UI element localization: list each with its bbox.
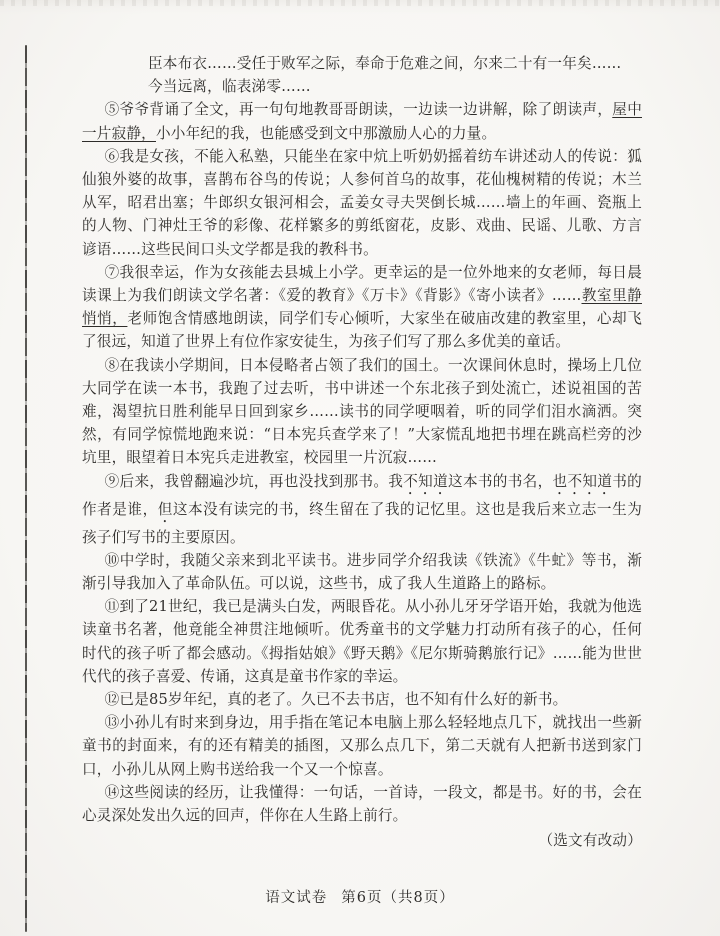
quote-block — [82, 52, 642, 98]
paragraph: ⑧在我读小学期间，日本侵略者占领了我们的国土。一次课间休息时，操场上几位大同学在读一本书，我跑了过去听，书中讲述一个东北孩子到处流亡，述说祖国的苦难，渴望抗日胜利能早日回到家乡……读书的同学哽咽着，听的同学们泪水滴洒。突然，有同学惊慌地跑来说：“日本宪兵查学来了！”大家慌乱地把书埋在跳高栏旁的沙坑里，眼望着日本宪兵走进教室，校园里一片沉寂…… — [82, 356, 642, 467]
doc-title: 语文试卷 — [265, 890, 328, 906]
emphasized-word: 也不知道 — [552, 472, 613, 490]
source-note: （选文有改动） — [538, 832, 642, 850]
underlined-phrase: 教室里静悄悄， — [82, 287, 642, 328]
scan-fold-line — [25, 45, 27, 932]
underlined-phrase: 屋中一片寂静， — [82, 101, 642, 142]
page-footer — [0, 886, 720, 907]
article — [82, 52, 642, 853]
scan-edge-artifact — [0, 0, 720, 6]
paragraph: ⑭这些阅读的经历，让我懂得：一句话，一首诗，一段文，都是书。好的书，会在心灵深处发出久远的回声，伴你在人生路上前行。 — [82, 783, 642, 825]
emphasized-word: 但 — [157, 500, 173, 518]
paragraph: ⑪到了21世纪，我已是满头白发，两眼昏花。从小孙儿牙牙学语开始，我就为他选读童书名著，他竟能全神贯注地倾听。优秀童书的文学魅力打动所有孩子的心，任何时代的孩子听了都会感动。《拇指姑娘》《野天鹅》《尼尔斯骑鹅旅行记》……能为世世代代的孩子喜爱、传诵，这真是童书作家的幸运。 — [82, 598, 642, 685]
paragraph: ⑩中学时，我随父亲来到北平读书。进步同学介绍我读《铁流》《牛虻》等书，渐渐引导我加入了革命队伍。可以说，这些书，成了我人生道路上的路标。 — [82, 551, 642, 593]
page-number: 第6页（共8页） — [341, 890, 455, 906]
paragraph: ⑨后来，我曾翻遍沙坑，再也没找到那书。我不知道这本书的书名，也不知道书的作者是谁，但这本没有读完的书，终生留在了我的记忆里。这也是我后来立志一生为孩子们写书的主要原因。 — [82, 472, 643, 546]
paragraph: ⑥我是女孩，不能入私塾，只能坐在家中炕上听奶奶摇着纺车讲述动人的传说：狐仙狼外婆的故事，喜鹊布谷鸟的传说；人参何首乌的故事，花仙槐树精的传说；木兰从军，昭君出塞；牛郎织女银河相会，孟姜女寻夫哭倒长城……墙上的年画、瓷瓶上的人物、门神灶王爷的彩像、花样繁多的剪纸窗花，皮影、戏曲、民谣、儿歌、方言谚语……这些民间口头文学都是我的教科书。 — [82, 147, 642, 258]
paragraph: ⑤爷爷背诵了全文，再一句句地教哥哥朗读，一边读一边讲解，除了朗读声，屋中一片寂静，小小年纪的我，也能感受到文中那激励人心的力量。 — [82, 101, 642, 142]
quote-line: 今当远离，临表涕零…… — [148, 78, 311, 96]
emphasized-word: 不知道 — [403, 472, 449, 490]
paragraph: ⑫已是85岁年纪，真的老了。久已不去书店，也不知有什么好的新书。 — [104, 691, 568, 709]
paragraph: ⑦我很幸运，作为女孩能去县城上小学。更幸运的是一位外地来的女老师，每日晨读课上为我们朗读文学名著：《爱的教育》《万卡》《背影》《寄小读者》……教室里静悄悄，老师饱含情感地朗读，同学们专心倾听，大家坐在破庙改建的教室里，心却飞了很远，知道了世界上有位作家安徒生，为孩子们写了那么多优美的童话。 — [82, 263, 642, 351]
quote-line: 臣本布衣……受任于败军之际，奉命于危难之间，尔来二十有一年矣…… — [148, 55, 622, 72]
paragraph: ⑬小孙儿有时来到身边，用手指在笔记本电脑上那么轻轻地点几下，就找出一些新童书的封面来，有的还有精美的插图，又那么点几下，第二天就有人把新书送到家门口，小孙儿从网上购书送给我一个又一个惊喜。 — [82, 714, 642, 778]
article-body — [82, 98, 642, 827]
